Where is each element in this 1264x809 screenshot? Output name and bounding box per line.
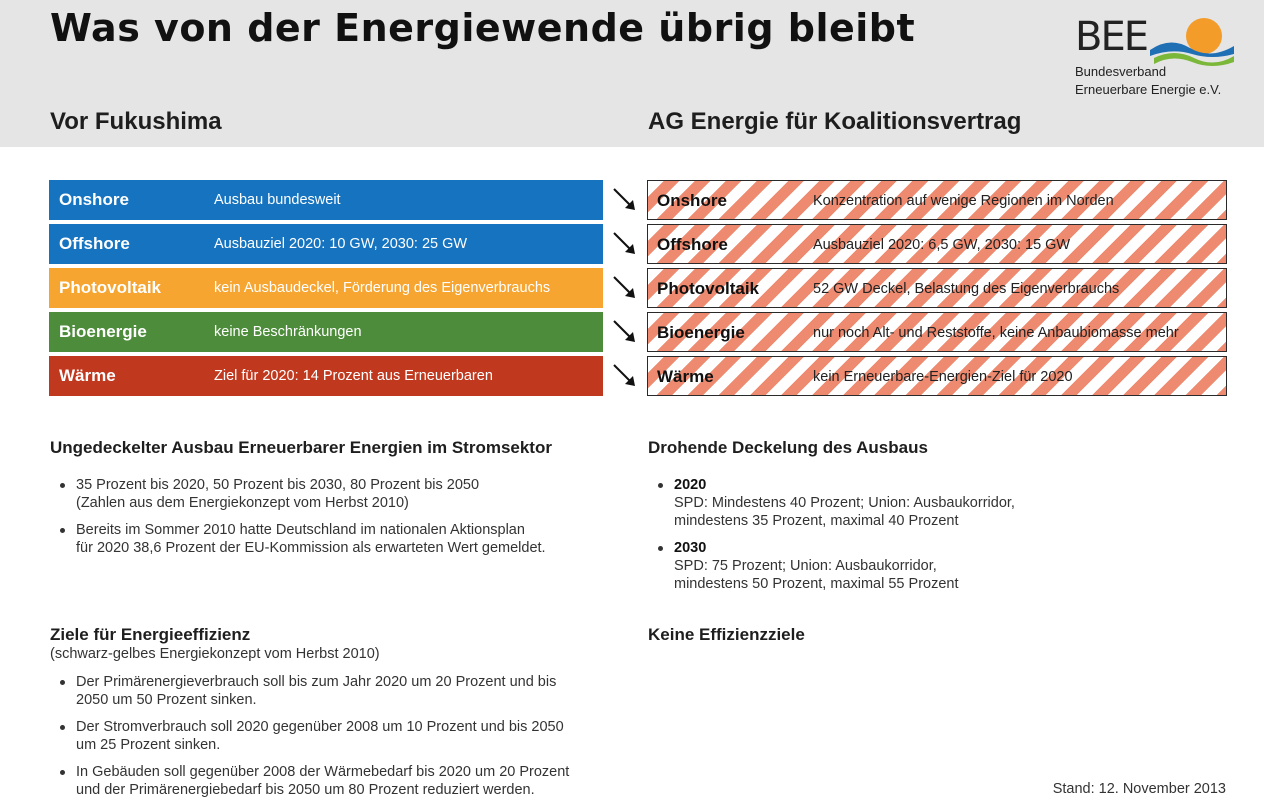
right-bar-offshore [647,224,1227,264]
bar-description: Ausbau bundesweit [214,192,341,208]
list-item-text: In Gebäuden soll gegenüber 2008 der Wärmebedarf bis 2020 um 20 Prozent und der Primärenergiebedarf bis 2050 um 80 Prozent reduziert werden. [76,764,570,798]
bar-label: Wärme [59,366,116,385]
bar-description: nur noch Alt- und Reststoffe, keine Anbaubiomasse mehr [813,325,1179,341]
right-bar-onshore [647,180,1227,220]
right-bar-bioenergie [647,312,1227,352]
bullet-icon [60,770,65,775]
bar-description: Ausbauziel 2020: 6,5 GW, 2030: 15 GW [813,237,1071,253]
bar-label: Bioenergie [59,322,147,341]
arrow-down-right-icon [611,186,639,214]
arrow-down-right-icon [611,318,639,346]
bullet-icon [60,725,65,730]
left-section2-list [50,673,620,808]
bullet-icon [60,528,65,533]
right-section1-heading: Drohende Deckelung des Ausbaus [648,438,928,457]
left-bar-bioenergie [49,312,603,352]
list-item [50,673,620,709]
left-section2-heading: Ziele für Energieeffizienz [50,625,251,644]
bar-label: Onshore [657,191,727,210]
left-section2-note: (schwarz-gelbes Energiekonzept vom Herbst 2010) [50,646,380,662]
bar-description: keine Beschränkungen [214,324,362,340]
right-bar-waerme [647,356,1227,396]
list-item [50,763,620,799]
list-item-year: 2030 [674,540,707,556]
logo-line-2: Erneuerbare Energie e.V. [1075,82,1222,97]
bar-description: Ausbauziel 2020: 10 GW, 2030: 25 GW [214,236,468,252]
list-item [50,476,610,512]
bar-label: Offshore [657,235,728,254]
arrow-down-right-icon [611,362,639,390]
bar-label: Offshore [59,234,130,253]
bar-description: Konzentration auf wenige Regionen im Norden [813,193,1114,209]
logo-line-1: Bundesverband [1075,64,1167,79]
list-item-text: SPD: 75 Prozent; Union: Ausbaukorridor, mindestens 50 Prozent, maximal 55 Prozent [674,558,959,592]
list-item [648,539,1208,593]
right-section1-list [648,476,1208,602]
bullet-icon [60,483,65,488]
list-item-text: Der Stromverbrauch soll 2020 gegenüber 2008 um 10 Prozent und bis 2050 um 25 Prozent sinken. [76,719,564,753]
left-section1-heading: Ungedeckelter Ausbau Erneuerbarer Energien im Stromsektor [50,438,552,457]
bullet-icon [60,680,65,685]
bullet-icon [658,483,663,488]
arrow-down-right-icon [611,230,639,258]
list-item-year: 2020 [674,477,707,493]
list-item-text: Der Primärenergieverbrauch soll bis zum Jahr 2020 um 20 Prozent und bis 2050 um 50 Prozent sinken. [76,674,557,708]
list-item-text: 35 Prozent bis 2020, 50 Prozent bis 2030, 80 Prozent bis 2050 (Zahlen aus dem Energiekonzept vom Herbst 2010) [76,477,480,511]
bar-label: Bioenergie [657,323,745,342]
left-section1-list [50,476,610,566]
bar-description: Ziel für 2020: 14 Prozent aus Erneuerbaren [214,368,493,384]
list-item-text: SPD: Mindestens 40 Prozent; Union: Ausbaukorridor, mindestens 35 Prozent, maximal 40 Prozent [674,495,1015,529]
bar-label: Photovoltaik [657,279,760,298]
logo-sun-wave-icon [1150,14,1234,70]
bee-logo [1070,10,1240,102]
list-item [648,476,1208,530]
arrow-down-right-icon [611,274,639,302]
right-section2-heading: Keine Effizienzziele [648,625,805,644]
footer-date: Stand: 12. November 2013 [1052,781,1226,797]
right-column-heading: AG Energie für Koalitionsvertrag [648,108,1022,135]
bar-label: Wärme [657,367,714,386]
bar-label: Onshore [59,190,129,209]
bar-label: Photovoltaik [59,278,162,297]
left-bar-waerme [49,356,603,396]
left-bar-offshore [49,224,603,264]
bullet-icon [658,546,663,551]
left-bar-onshore [49,180,603,220]
left-column-heading: Vor Fukushima [50,108,222,135]
page-title: Was von der Energiewende übrig bleibt [50,6,916,50]
list-item-text: Bereits im Sommer 2010 hatte Deutschland im nationalen Aktionsplan für 2020 38,6 Prozent der EU-Kommission als erwarteten Wert gemeldet. [76,522,546,556]
list-item [50,521,610,557]
list-item [50,718,620,754]
bar-description: 52 GW Deckel, Belastung des Eigenverbrauchs [813,281,1120,297]
bar-description: kein Ausbaudeckel, Förderung des Eigenverbrauchs [214,280,551,296]
left-bar-photovoltaik [49,268,603,308]
right-bar-photovoltaik [647,268,1227,308]
logo-wordmark: BEE [1075,14,1147,60]
bar-description: kein Erneuerbare-Energien-Ziel für 2020 [813,369,1073,385]
